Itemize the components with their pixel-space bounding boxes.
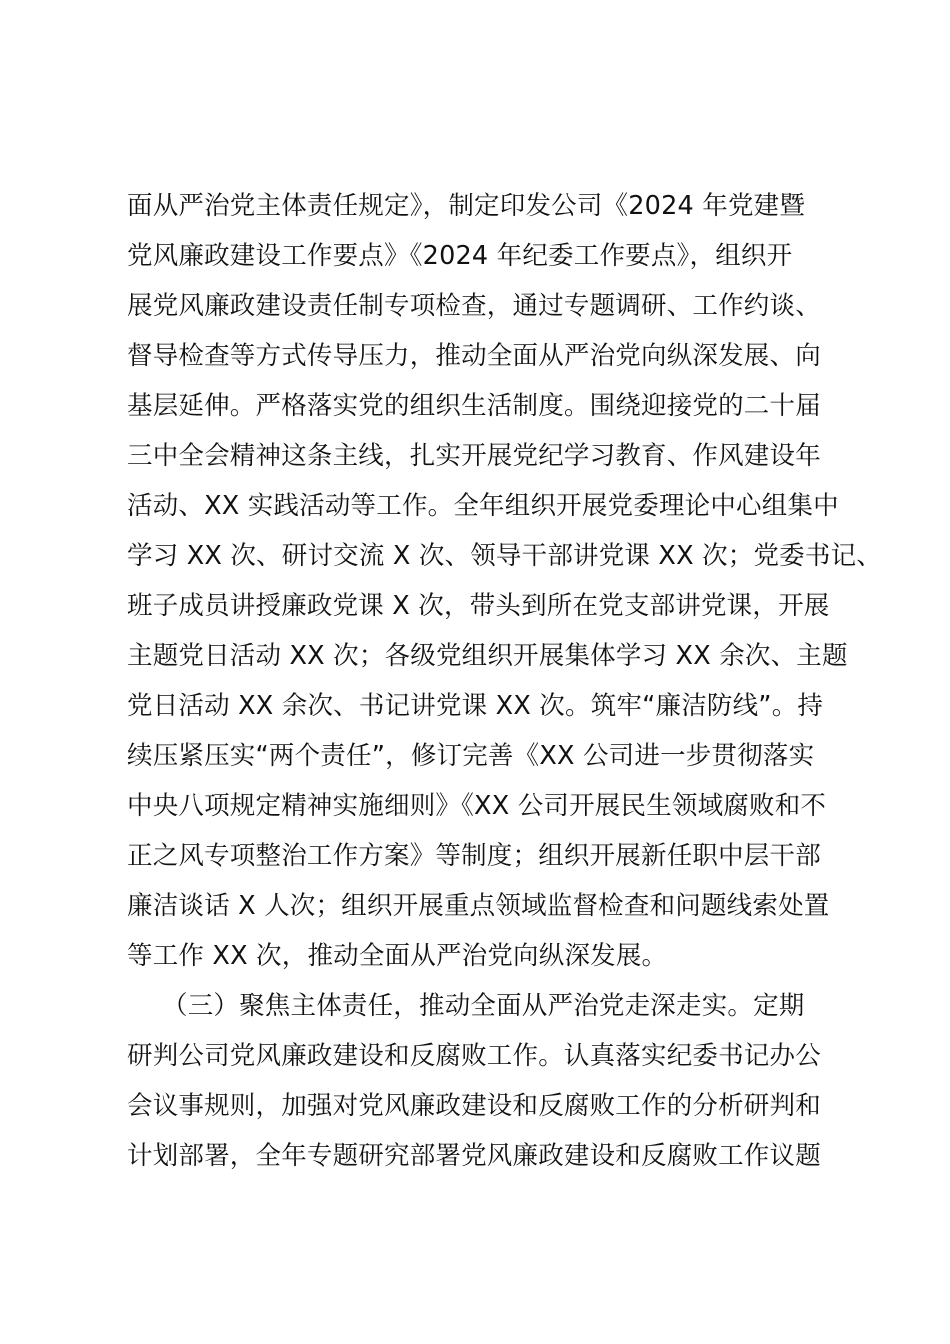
text-line: 学习 XX 次、研讨交流 X 次、领导干部讲党课 XX 次；党委书记、	[127, 541, 882, 571]
text-line: 督导检查等方式传导压力，推动全面从严治党向纵深发展、向	[127, 341, 821, 371]
section-heading-line: （三）聚焦主体责任，推动全面从严治党走深走实。定期	[162, 991, 805, 1021]
text-line: 主题党日活动 XX 次；各级党组织开展集体学习 XX 余次、主题	[127, 641, 848, 671]
text-line: 三中全会精神这条主线，扎实开展党纪学习教育、作风建设年	[127, 441, 821, 471]
text-line: 基层延伸。严格落实党的组织生活制度。围绕迎接党的二十届	[127, 391, 821, 421]
text-line: 续压紧压实“两个责任”，修订完善《XX 公司进一步贯彻落实	[127, 741, 815, 771]
text-line: 党风廉政建设工作要点》《2024 年纪委工作要点》，组织开	[127, 241, 793, 271]
text-line: 面从严治党主体责任规定》，制定印发公司《2024 年党建暨	[127, 191, 806, 221]
text-line: 廉洁谈话 X 人次；组织开展重点领域监督检查和问题线索处置	[127, 891, 830, 921]
text-line: 中央八项规定精神实施细则》《XX 公司开展民生领域腐败和不	[127, 791, 827, 821]
text-line: 展党风廉政建设责任制专项检查，通过专题调研、工作约谈、	[127, 291, 821, 321]
text-line: 计划部署，全年专题研究部署党风廉政建设和反腐败工作议题	[127, 1141, 821, 1171]
text-line: 等工作 XX 次，推动全面从严治党向纵深发展。	[127, 941, 668, 971]
text-line: 活动、XX 实践活动等工作。全年组织开展党委理论中心组集中	[127, 491, 839, 521]
text-line: 党日活动 XX 余次、书记讲党课 XX 次。筑牢“廉洁防线”。持	[127, 691, 824, 721]
text-line: 会议事规则，加强对党风廉政建设和反腐败工作的分析研判和	[127, 1091, 821, 1121]
text-line: 研判公司党风廉政建设和反腐败工作。认真落实纪委书记办公	[127, 1041, 821, 1071]
text-line: 正之风专项整治工作方案》等制度；组织开展新任职中层干部	[127, 841, 821, 871]
text-line: 班子成员讲授廉政党课 X 次，带头到所在党支部讲党课，开展	[127, 591, 830, 621]
